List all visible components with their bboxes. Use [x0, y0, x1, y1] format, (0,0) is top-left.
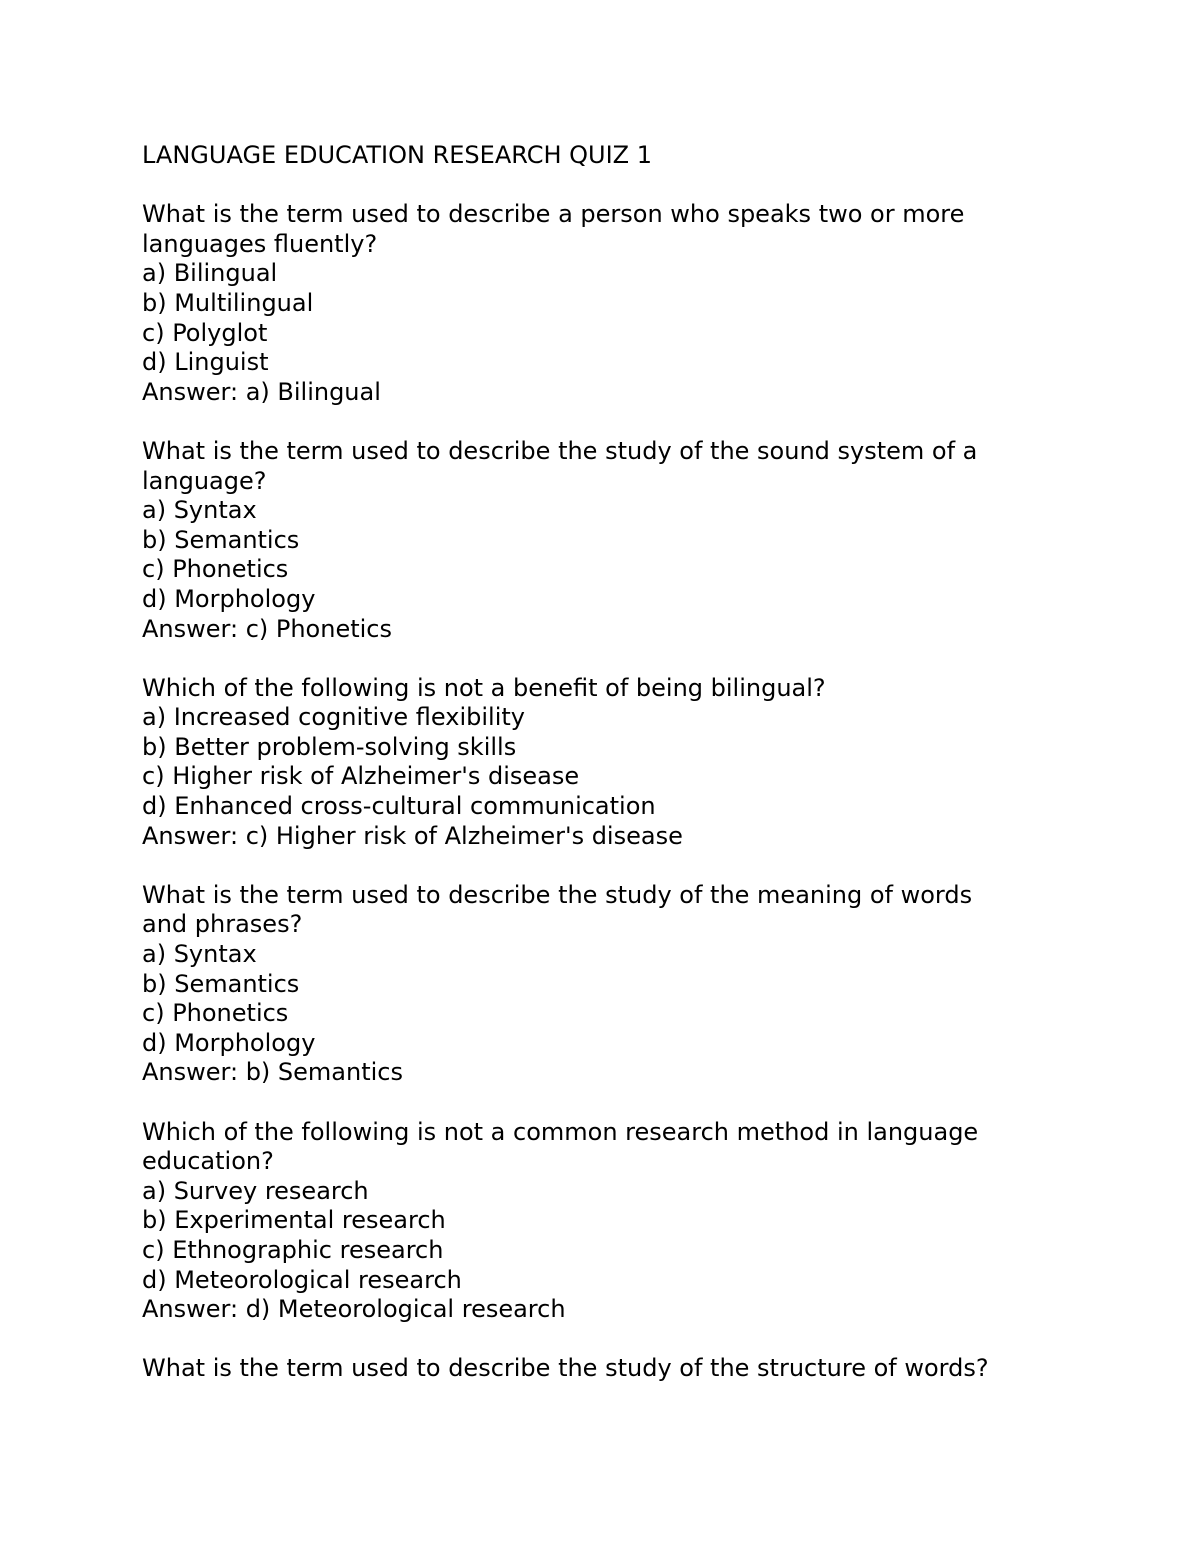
answer-option: c) Phonetics [142, 999, 289, 1028]
answer-option: c) Phonetics [142, 555, 289, 584]
answer-option: c) Polyglot [142, 318, 268, 347]
answer-option: b) Semantics [142, 525, 300, 554]
answer-key: Answer: b) Semantics [142, 1058, 403, 1087]
document-body [142, 141, 1062, 1384]
question-text: education? [142, 1147, 274, 1176]
answer-key: Answer: a) Bilingual [142, 377, 381, 406]
answer-option: d) Morphology [142, 584, 316, 613]
answer-option: d) Enhanced cross-cultural communication [142, 792, 656, 821]
question-text: languages fluently? [142, 229, 378, 258]
answer-option: a) Increased cognitive flexibility [142, 703, 525, 732]
spacer [142, 851, 1062, 881]
spacer [142, 407, 1062, 437]
answer-key: Answer: d) Meteorological research [142, 1295, 566, 1324]
question-block-2 [142, 437, 1062, 644]
answer-key: Answer: c) Higher risk of Alzheimer's disease [142, 821, 683, 850]
answer-option: b) Multilingual [142, 288, 314, 317]
answer-key: Answer: c) Phonetics [142, 614, 392, 643]
spacer [142, 1088, 1062, 1118]
question-text: Which of the following is not a benefit of being bilingual? [142, 673, 826, 702]
spacer [142, 644, 1062, 674]
question-block-4 [142, 881, 1062, 1088]
answer-option: b) Experimental research [142, 1206, 446, 1235]
question-text: What is the term used to describe a person who speaks two or more [142, 200, 965, 229]
question-text: What is the term used to describe the study of the sound system of a [142, 436, 978, 465]
question-text: What is the term used to describe the study of the meaning of words [142, 880, 973, 909]
answer-option: a) Syntax [142, 496, 257, 525]
answer-option: b) Better problem-solving skills [142, 732, 517, 761]
question-block-6 [142, 1354, 1062, 1384]
spacer [142, 1325, 1062, 1355]
spacer [142, 171, 1062, 201]
question-block-3 [142, 674, 1062, 852]
question-block-5 [142, 1118, 1062, 1325]
document-title: LANGUAGE EDUCATION RESEARCH QUIZ 1 [142, 141, 653, 169]
answer-option: c) Ethnographic research [142, 1235, 444, 1264]
question-block-1 [142, 200, 1062, 407]
answer-option: d) Meteorological research [142, 1265, 462, 1294]
answer-option: c) Higher risk of Alzheimer's disease [142, 762, 580, 791]
question-text: and phrases? [142, 910, 303, 939]
answer-option: d) Morphology [142, 1028, 316, 1057]
answer-option: a) Bilingual [142, 259, 278, 288]
answer-option: d) Linguist [142, 348, 269, 377]
question-text: language? [142, 466, 267, 495]
answer-option: a) Syntax [142, 940, 257, 969]
question-text: What is the term used to describe the study of the structure of words? [142, 1354, 989, 1383]
answer-option: b) Semantics [142, 969, 300, 998]
answer-option: a) Survey research [142, 1176, 369, 1205]
question-text: Which of the following is not a common research method in language [142, 1117, 979, 1146]
